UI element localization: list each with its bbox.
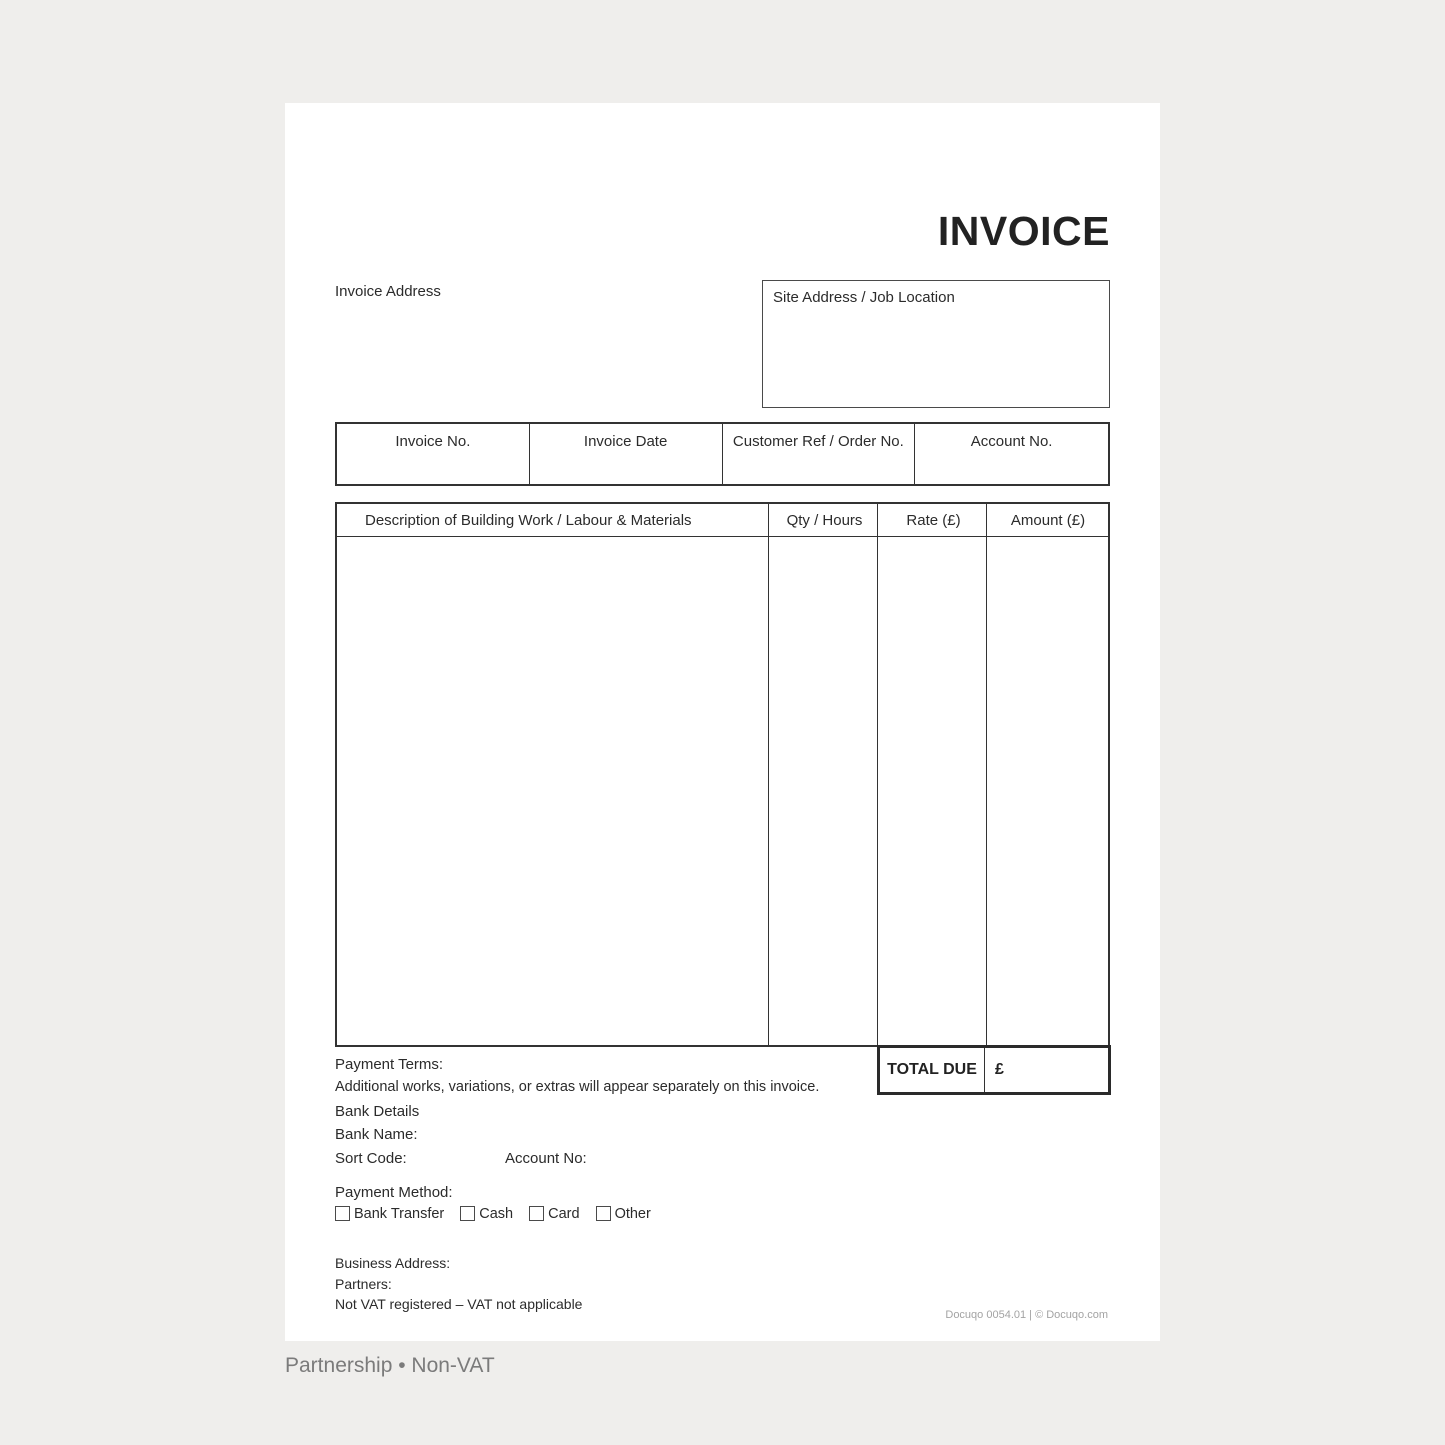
partners-label: Partners: xyxy=(335,1276,392,1292)
info-cell-customer-ref[interactable] xyxy=(723,424,916,484)
payment-note: Additional works, variations, or extras will appear separately on this invoice. xyxy=(335,1079,820,1095)
bank-details-label: Bank Details xyxy=(335,1103,420,1120)
cash-label: Cash xyxy=(479,1206,514,1222)
document-reference: Docuqo 0054.01 | © Docuqo.com xyxy=(945,1309,1108,1321)
info-cell-invoice-no[interactable] xyxy=(337,424,530,484)
payment-terms-label: Payment Terms: xyxy=(335,1056,444,1073)
items-table-header xyxy=(337,504,1108,537)
total-due-row xyxy=(877,1045,1111,1095)
sort-code-label: Sort Code: xyxy=(335,1150,407,1167)
vat-note: Not VAT registered – VAT not applicable xyxy=(335,1296,583,1312)
method-cash xyxy=(460,1206,513,1222)
invoice-page xyxy=(285,103,1160,1341)
description-header: Description of Building Work / Labour & Materials xyxy=(365,511,692,529)
invoice-no-header: Invoice No. xyxy=(395,433,471,450)
account-no-label: Account No: xyxy=(505,1150,587,1167)
bank-name-label: Bank Name: xyxy=(335,1126,418,1143)
total-due-label: TOTAL DUE xyxy=(880,1048,985,1092)
checkbox-bank-transfer[interactable] xyxy=(335,1206,350,1221)
column-divider xyxy=(768,504,769,1045)
column-divider xyxy=(986,504,987,1045)
payment-methods-row xyxy=(335,1206,651,1222)
checkbox-other[interactable] xyxy=(596,1206,611,1221)
method-other xyxy=(596,1206,651,1222)
account-no-header: Account No. xyxy=(970,433,1053,450)
checkbox-cash[interactable] xyxy=(460,1206,475,1221)
items-table xyxy=(335,502,1110,1047)
bank-transfer-label: Bank Transfer xyxy=(354,1206,445,1222)
column-divider xyxy=(877,504,878,1045)
method-card xyxy=(529,1206,579,1222)
card-label: Card xyxy=(548,1206,580,1222)
other-label: Other xyxy=(614,1206,651,1222)
rate-header: Rate (£) xyxy=(906,511,961,529)
site-address-label: Site Address / Job Location xyxy=(773,289,955,306)
total-amount-cell[interactable] xyxy=(985,1048,1108,1092)
qty-hours-header: Qty / Hours xyxy=(786,511,863,529)
site-address-box[interactable] xyxy=(762,280,1110,408)
caption: Partnership • Non-VAT xyxy=(285,1354,495,1377)
info-cell-invoice-date[interactable] xyxy=(530,424,723,484)
business-address-label: Business Address: xyxy=(335,1255,451,1271)
invoice-info-table xyxy=(335,422,1110,486)
info-cell-account-no[interactable] xyxy=(915,424,1108,484)
checkbox-card[interactable] xyxy=(529,1206,544,1221)
payment-method-label: Payment Method: xyxy=(335,1184,453,1201)
method-bank-transfer xyxy=(335,1206,444,1222)
currency-symbol: £ xyxy=(995,1061,1004,1078)
invoice-title: INVOICE xyxy=(937,208,1110,254)
customer-ref-header: Customer Ref / Order No. xyxy=(732,433,904,450)
invoice-date-header: Invoice Date xyxy=(583,433,668,450)
amount-header: Amount (£) xyxy=(1010,511,1086,529)
invoice-address-label: Invoice Address xyxy=(335,283,441,300)
